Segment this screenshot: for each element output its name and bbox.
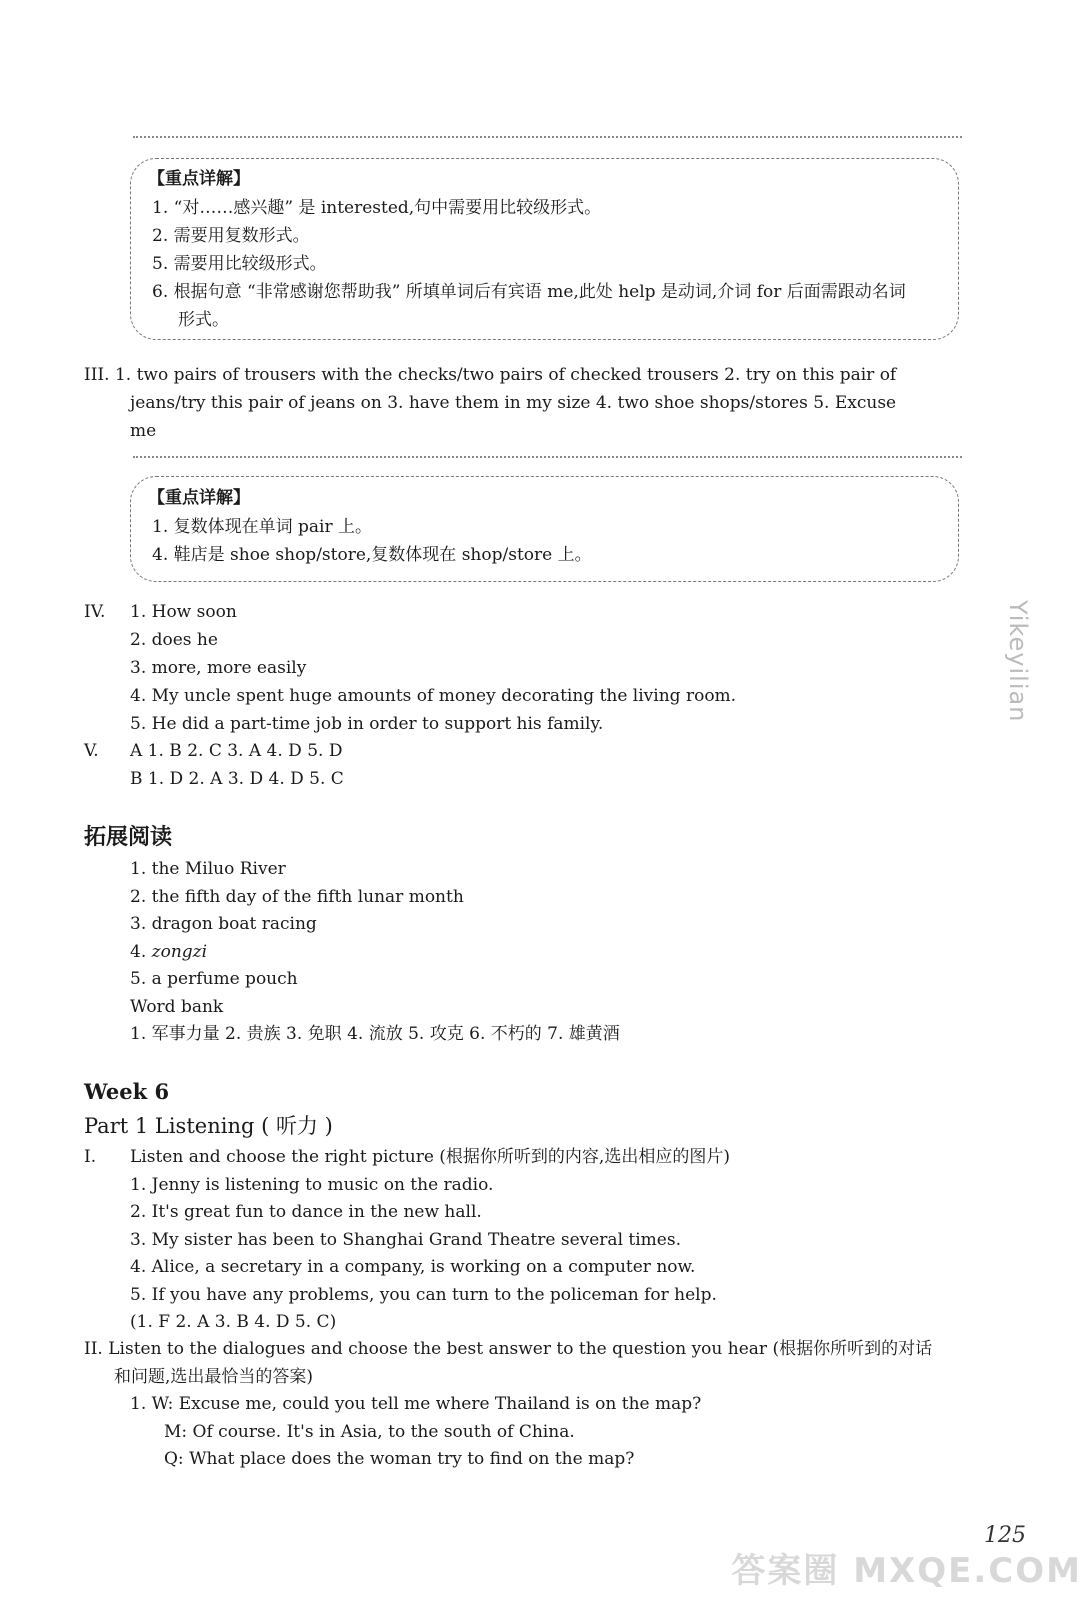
answer-key: (1. F 2. A 3. B 4. D 5. C) bbox=[130, 1312, 337, 1332]
answer-item: 3. more, more easily bbox=[130, 658, 307, 678]
listening-item: 2. It's great fun to dance in the new hall. bbox=[130, 1202, 482, 1222]
key-point-line: 2. 需要用复数形式。 bbox=[152, 226, 310, 246]
key-points-heading: 【重点详解】 bbox=[148, 488, 250, 508]
answer-item: 5. He did a part-time job in order to support his family. bbox=[130, 714, 604, 734]
key-point-line: 5. 需要用比较级形式。 bbox=[152, 254, 327, 274]
section-label: V. bbox=[84, 741, 99, 761]
answer-item: 4. My uncle spent huge amounts of money decorating the living room. bbox=[130, 686, 737, 706]
answer-item: 5. a perfume pouch bbox=[130, 969, 298, 989]
section-label: IV. bbox=[84, 602, 106, 622]
side-brand-text: Yikeyilian bbox=[1004, 600, 1032, 723]
listening-item: 4. Alice, a secretary in a company, is working on a computer now. bbox=[130, 1257, 696, 1277]
answer-item: 1. How soon bbox=[130, 602, 237, 622]
item-number: 4. bbox=[130, 942, 152, 962]
section-label: I. bbox=[84, 1147, 97, 1167]
dialogue-line: M: Of course. It's in Asia, to the south of China. bbox=[164, 1422, 575, 1442]
section-instruction: 和问题,选出最恰当的答案) bbox=[114, 1367, 314, 1387]
page-number: 125 bbox=[984, 1523, 1026, 1548]
key-point-line: 4. 鞋店是 shoe shop/store,复数体现在 shop/store 上。 bbox=[152, 545, 592, 565]
answer-item: 1. the Miluo River bbox=[130, 859, 286, 879]
week-title: Week 6 bbox=[84, 1079, 170, 1104]
answer-line: B 1. D 2. A 3. D 4. D 5. C bbox=[130, 769, 344, 789]
answer-line: A 1. B 2. C 3. A 4. D 5. D bbox=[130, 741, 343, 761]
key-point-line: 1. “对……感兴趣” 是 interested,句中需要用比较级形式。 bbox=[152, 198, 602, 218]
word-bank-label: Word bank bbox=[130, 997, 224, 1017]
watermark bbox=[731, 1543, 1082, 1592]
listening-item: 5. If you have any problems, you can turn to the policeman for help. bbox=[130, 1285, 717, 1305]
key-point-line: 1. 复数体现在单词 pair 上。 bbox=[152, 517, 373, 537]
watermark-text: 答案圈 MXQE.COM bbox=[731, 1551, 1082, 1591]
answer-item: 2. the fifth day of the fifth lunar month bbox=[130, 887, 464, 907]
answer-line: III. 1. two pairs of trousers with the checks/two pairs of checked trousers 2. try on this pair of bbox=[84, 365, 897, 385]
dialogue-line: 1. W: Excuse me, could you tell me where Thailand is on the map? bbox=[130, 1394, 702, 1414]
italic-term: zongzi bbox=[151, 942, 208, 962]
section-title: 拓展阅读 bbox=[84, 825, 173, 850]
separator-line bbox=[133, 456, 962, 458]
answer-line: me bbox=[130, 421, 157, 441]
word-bank-list: 1. 军事力量 2. 贵族 3. 免职 4. 流放 5. 攻克 6. 不朽的 7. 雄黄酒 bbox=[130, 1024, 620, 1044]
answer-item: 3. dragon boat racing bbox=[130, 914, 317, 934]
part-title: Part 1 Listening ( 听力 ) bbox=[84, 1114, 333, 1138]
separator-line bbox=[133, 136, 962, 138]
answer-item: 2. does he bbox=[130, 630, 218, 650]
key-point-line: 6. 根据句意 “非常感谢您帮助我” 所填单词后有宾语 me,此处 help 是动词,介词 for 后面需跟动名词 bbox=[152, 282, 906, 302]
key-points-box bbox=[130, 158, 959, 340]
listening-item: 1. Jenny is listening to music on the radio. bbox=[130, 1175, 494, 1195]
answer-item bbox=[130, 942, 207, 962]
section-instruction: II. Listen to the dialogues and choose the best answer to the question you hear (根据你所听到的对话 bbox=[84, 1339, 933, 1359]
listening-item: 3. My sister has been to Shanghai Grand Theatre several times. bbox=[130, 1230, 681, 1250]
answer-line: jeans/try this pair of jeans on 3. have them in my size 4. two shoe shops/stores 5. Excuse bbox=[130, 393, 897, 413]
key-point-line: 形式。 bbox=[178, 310, 229, 330]
key-points-heading: 【重点详解】 bbox=[148, 169, 250, 189]
dialogue-line: Q: What place does the woman try to find on the map? bbox=[164, 1449, 635, 1469]
section-instruction: Listen and choose the right picture (根据你所听到的内容,选出相应的图片) bbox=[130, 1147, 730, 1167]
